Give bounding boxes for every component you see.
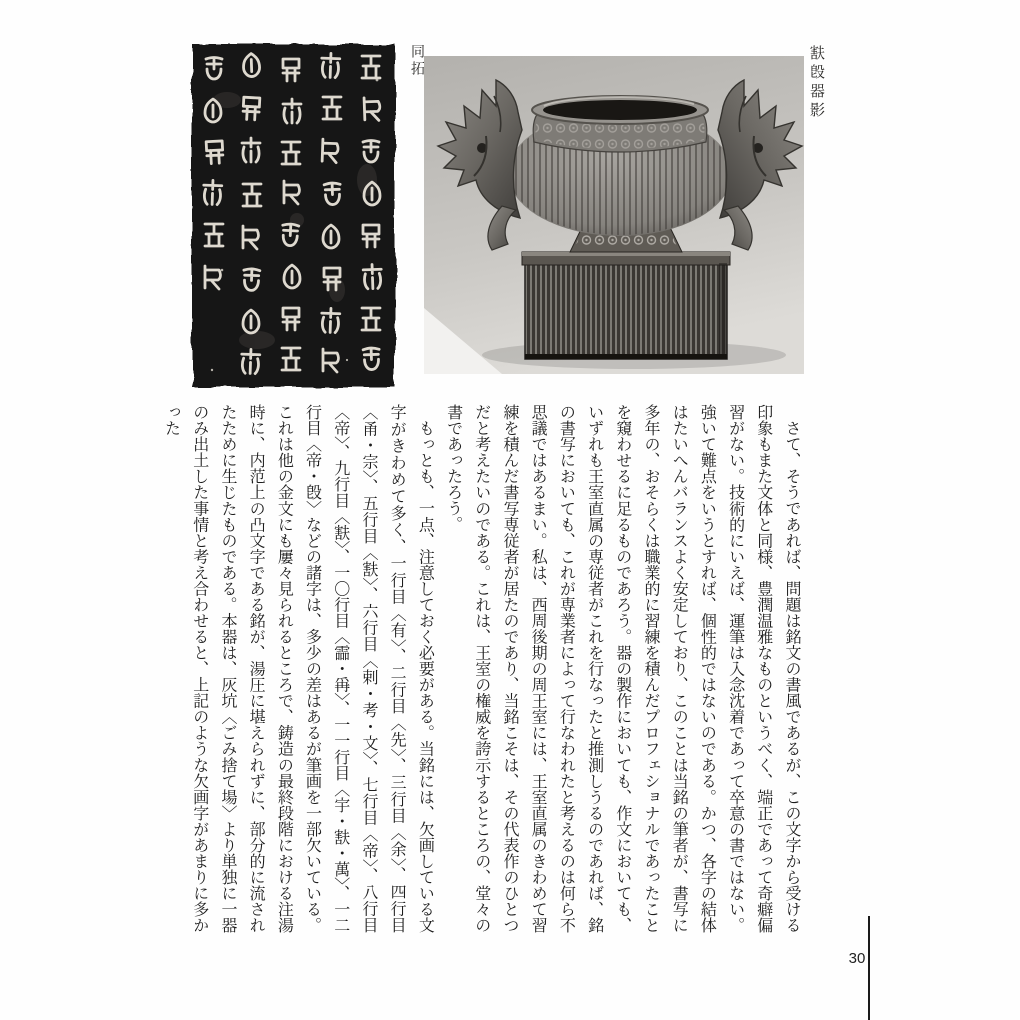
vessel-photo-figure: [424, 56, 804, 374]
article-body: [162, 404, 805, 933]
paragraph-2: もっとも、一点、注意しておく必要がある。当銘には、欠画している文字がきわめて多く、一行目〈有〉、二行目〈先〉、三行目〈余〉、四行目〈甬・宗〉、五行目〈㝬〉、六行目〈剌・考・文〉、七行目〈帝〉、八行目〈帝〉、九行目〈㝬〉、一〇行目〈霝・爯〉、一一行目〈宇・㝬・萬〉、一二行目〈帝・𣪘〉などの諸字は、多少の差はあるが筆画を一部欠いている。これは他の金文にも屢々見られるところで、鋳造の最終段階における注湯時に、内范上の凸文字である銘が、湯圧に堪えられずに、部分的に流されたために生じたものである。本器は、灰坑〈ごみ捨て場〉より単独に一器のみ出土した事情と考え合わせると、上記のような欠画字があまりに多かった: [162, 404, 434, 933]
photo-caption: 㝬𣪘器影: [808, 45, 824, 121]
vessel-photo-image: [424, 56, 804, 374]
paragraph-1: さて、そうであれば、問題は銘文の書風であるが、この文字から受ける印象もまた文体と同様、豊潤温雅なものというべく、端正であって奇癖偏習がない。技術的にいえば、運筆は入念沈着であって卒意の書ではない。強いて難点をいうとすれば、個性的ではないのである。かつ、各字の結体はたいへんバランスよく安定しており、このことは当銘の筆者が、書写に多年の、おそらくは職業的に習練を積んだプロフェショナルであったことを窺わせるに足るものであろう。器の製作においても、作文においても、いずれも王室直属の専従者がこれを行なったと推測しうるのであれば、銘の書写においても、これが専業者によって行なわれたと考えるのは何ら不思議ではあるまい。私は、西周後期の周王室には、王室直属のきわめて習練を積んだ書写専従者が居たのであり、当銘こそは、その代表作のひとつだと考えたいのである。これは、王室の権威を誇示するところの、堂々の書であったろう。: [444, 404, 800, 933]
page-number: 30: [848, 950, 866, 967]
inscription-rubbing-figure: [187, 40, 400, 391]
rubbing-caption: 同拓: [409, 44, 424, 78]
page-edge-line: [868, 916, 870, 1020]
vessel-pedestal: [522, 252, 730, 359]
inscription-rubbing-image: [187, 40, 400, 391]
